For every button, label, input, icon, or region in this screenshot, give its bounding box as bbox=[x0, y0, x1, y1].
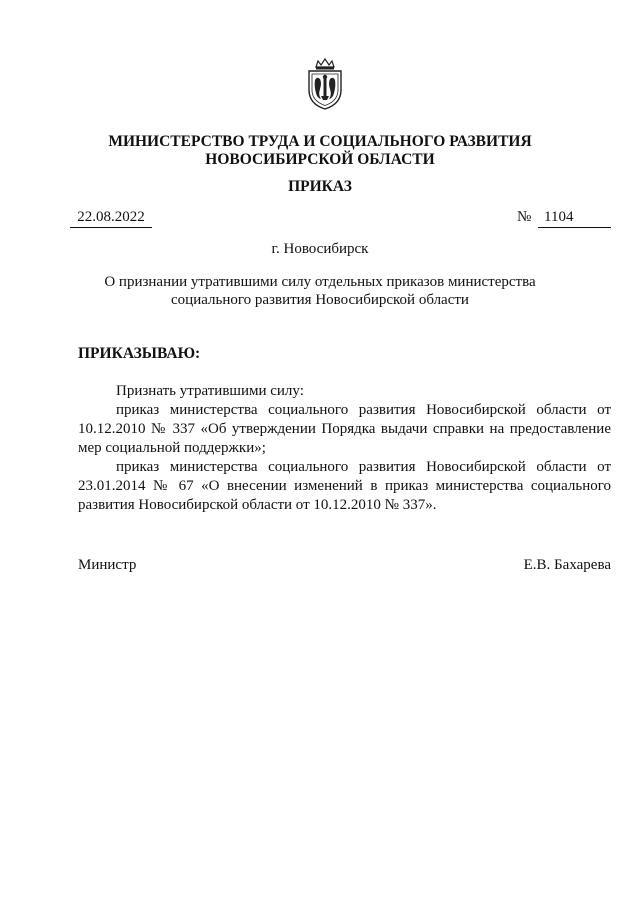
order-subject bbox=[0, 273, 640, 309]
item1-line2: 10.12.2010 № 337 «Об утверждении Порядка выдачи справки на предоставление bbox=[78, 421, 611, 437]
order-subject-line1: О признании утратившими силу отдельных приказов министерства bbox=[104, 274, 536, 290]
item1-line1: приказ министерства социального развития Новосибирской области от bbox=[116, 402, 611, 418]
order-subject-line2: социального развития Новосибирской области bbox=[171, 292, 469, 308]
item2-line3: развития Новосибирской области от 10.12.2010 № 337». bbox=[78, 497, 437, 513]
body-intro: Признать утратившими силу: bbox=[116, 383, 304, 399]
signature-position: Министр bbox=[78, 557, 137, 573]
order-city: г. Новосибирск bbox=[271, 241, 369, 257]
coat-of-arms-emblem bbox=[304, 58, 346, 110]
order-number: 1104 bbox=[538, 209, 611, 228]
ministry-name-line2: НОВОСИБИРСКОЙ ОБЛАСТИ bbox=[205, 151, 435, 168]
item2-line2: 23.01.2014 № 67 «О внесении изменений в приказ министерства социального bbox=[78, 478, 611, 494]
ministry-name-line1: МИНИСТЕРСТВО ТРУДА И СОЦИАЛЬНОГО РАЗВИТИЯ bbox=[108, 133, 532, 150]
item2-line1: приказ министерства социального развития Новосибирской области от bbox=[116, 459, 611, 475]
order-body bbox=[78, 382, 611, 515]
ministry-name bbox=[0, 133, 640, 169]
order-command: ПРИКАЗЫВАЮ: bbox=[78, 345, 201, 362]
coat-of-arms-icon bbox=[304, 58, 346, 110]
signature-name: Е.В. Бахарева bbox=[523, 557, 611, 573]
item1-line3: мер социальной поддержки»; bbox=[78, 440, 266, 456]
order-date: 22.08.2022 bbox=[70, 209, 152, 228]
order-number-sign: № bbox=[517, 209, 532, 225]
order-title: ПРИКАЗ bbox=[288, 178, 352, 195]
